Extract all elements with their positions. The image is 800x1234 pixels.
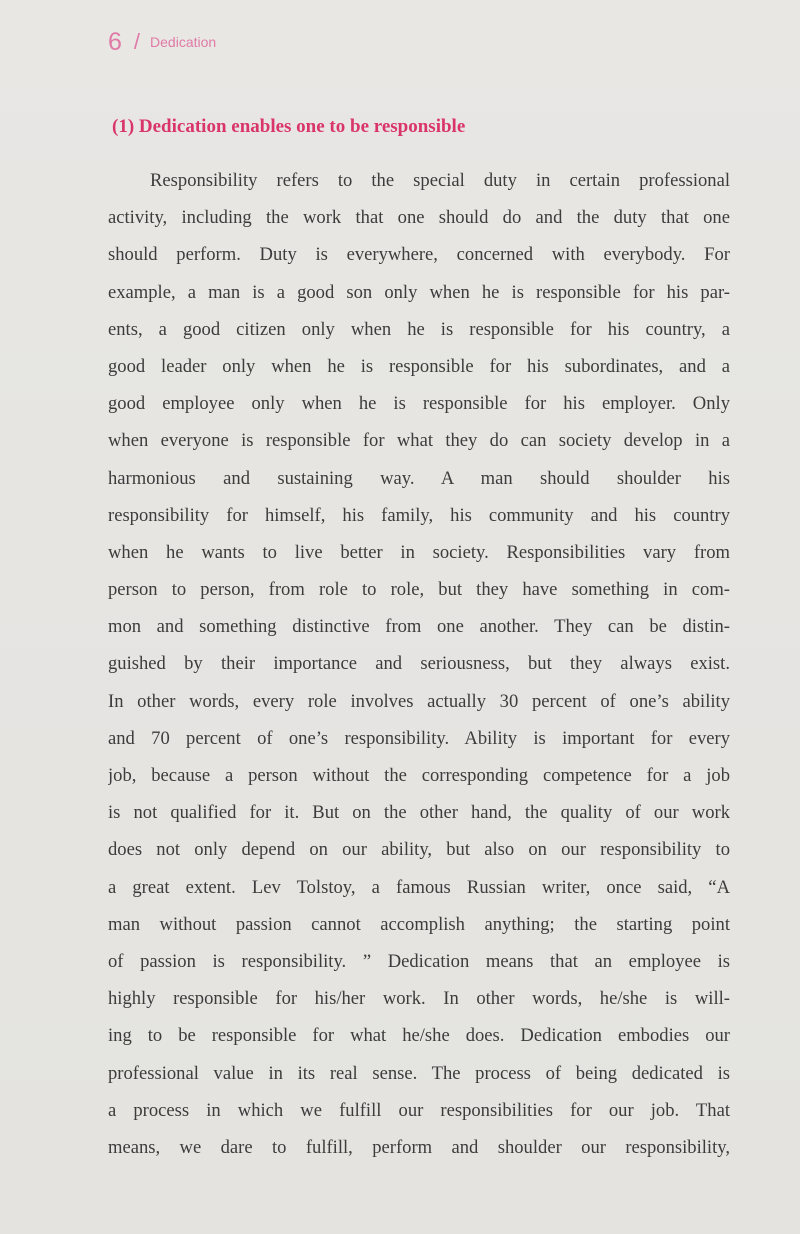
paragraph-line: of passion is responsibility. ” Dedication means that an employee is	[108, 950, 730, 972]
paragraph-line: good leader only when he is responsible for his subordinates, and a	[108, 355, 730, 377]
paragraph-line: harmonious and sustaining way. A man should shoulder his	[108, 467, 730, 489]
paragraph-line: is not qualified for it. But on the other hand, the quality of our work	[108, 802, 730, 824]
paragraph-line: a great extent. Lev Tolstoy, a famous Russian writer, once said, “A	[108, 876, 730, 898]
paragraph-line: highly responsible for his/her work. In other words, he/she is will-	[108, 988, 730, 1010]
paragraph-line: and 70 percent of one’s responsibility. Ability is important for every	[108, 727, 730, 749]
paragraph-line: does not only depend on our ability, but also on our responsibility to	[108, 839, 730, 861]
paragraph-line: man without passion cannot accomplish anything; the starting point	[108, 913, 730, 935]
paragraph-line: when he wants to live better in society. Responsibilities vary from	[108, 541, 730, 563]
section-heading: (1) Dedication enables one to be responsible	[112, 116, 466, 137]
paragraph-line: ing to be responsible for what he/she does. Dedication embodies our	[108, 1025, 730, 1047]
paragraph-line: guished by their importance and seriousness, but they always exist.	[108, 653, 730, 675]
paragraph-line: job, because a person without the corresponding competence for a job	[108, 765, 730, 786]
paragraph-line: In other words, every role involves actually 30 percent of one’s ability	[108, 690, 730, 712]
body-paragraph	[108, 162, 730, 1166]
paragraph-line: should perform. Duty is everywhere, concerned with everybody. For	[108, 244, 730, 266]
paragraph-line: person to person, from role to role, but they have something in com-	[108, 579, 730, 601]
page-number: 6	[108, 27, 122, 56]
paragraph-line: good employee only when he is responsible for his employer. Only	[108, 393, 730, 415]
paragraph-line: a process in which we fulfill our responsibilities for our job. That	[108, 1099, 730, 1121]
paragraph-line: example, a man is a good son only when he is responsible for his par-	[108, 281, 730, 303]
paragraph-line: ents, a good citizen only when he is responsible for his country, a	[108, 318, 730, 340]
paragraph-line: activity, including the work that one should do and the duty that one	[108, 207, 730, 229]
paragraph-line: Responsibility refers to the special duty in certain professional	[150, 170, 730, 191]
paragraph-line: means, we dare to fulfill, perform and shoulder our responsibility,	[108, 1136, 730, 1158]
running-header	[108, 24, 216, 60]
paragraph-line: mon and something distinctive from one another. They can be distin-	[108, 616, 730, 638]
paragraph-line: when everyone is responsible for what they do can society develop in a	[108, 430, 730, 452]
running-title: Dedication	[150, 34, 217, 50]
paragraph-line: responsibility for himself, his family, his community and his country	[108, 504, 730, 526]
header-separator: /	[133, 29, 141, 54]
paragraph-line: professional value in its real sense. The process of being dedicated is	[108, 1062, 730, 1084]
